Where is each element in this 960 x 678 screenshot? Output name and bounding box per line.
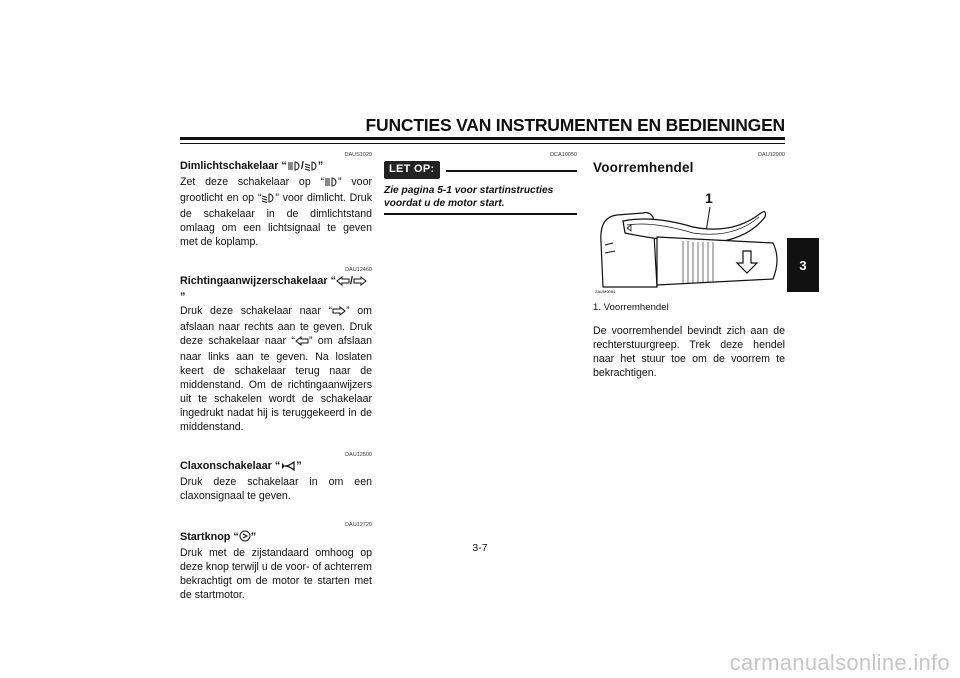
caution-end-rule <box>384 213 577 215</box>
arrow-right-icon <box>332 306 346 321</box>
chapter-tab[interactable]: 3 <box>787 238 819 292</box>
section-code: DAU12900 <box>758 152 785 158</box>
heading-close-quote: ” <box>250 531 257 544</box>
arrow-left-icon <box>295 336 309 351</box>
watermark[interactable]: carmanualsonline.info <box>729 650 950 675</box>
section-code: DAUS1020 <box>344 152 372 158</box>
low-beam-icon <box>261 193 275 208</box>
section-body <box>180 176 372 250</box>
body-text-part: ” voor grootlicht en op “ <box>180 175 372 204</box>
body-text-part: ” om afslaan naar rechts aan te geven. Druk deze schakelaar naar “ <box>180 305 372 348</box>
page-header-title: FUNCTIES VAN INSTRUMENTEN EN BEDIENINGEN <box>365 115 785 135</box>
horn-switch-section <box>180 452 372 504</box>
middle-column <box>384 152 577 215</box>
section-code: DCA10050 <box>550 152 577 158</box>
page-number: 3-7 <box>472 542 488 554</box>
section-body: De voorremhendel bevindt zich aan de rechterstuurgreep. Trek deze hendel naar het stuur toe om de voorrem te bekrachtigen. <box>593 324 785 379</box>
section-code: DAU12720 <box>345 522 372 529</box>
heading-text: Dimlichtschakelaar “ <box>180 160 287 172</box>
heading-close-quote: ” <box>180 291 186 304</box>
section-code: DAU12460 <box>345 267 372 274</box>
start-icon <box>239 530 251 547</box>
turn-signal-section <box>180 267 372 434</box>
section-heading <box>180 530 372 547</box>
low-beam-icon <box>304 161 318 176</box>
caution-text: Zie pagina 5-1 voor startinstructies voordat u de motor start. <box>384 185 554 209</box>
figure-id: ZAUM0084 <box>595 288 616 294</box>
caution-header <box>384 161 577 179</box>
caution-label: LET OP: <box>384 161 440 179</box>
body-text-part: Druk deze schakelaar naar “ <box>180 305 333 318</box>
body-text-part: ” voor dimlicht. Druk de schakelaar in de dimlichtstand omlaag om een lichtsignaal te geven met de koplamp. <box>180 191 372 248</box>
brake-lever-figure <box>593 187 785 295</box>
header-rule-thin <box>180 143 785 144</box>
section-heading: Richtingaanwijzerschakelaar “ /” <box>180 275 372 305</box>
heading-text: Startknop “ <box>180 531 239 544</box>
heading-close-quote: ” <box>317 160 324 172</box>
section-title: Voorremhendel <box>593 160 694 175</box>
left-column <box>180 152 372 621</box>
right-column <box>593 152 785 380</box>
dimmer-switch-section <box>180 152 372 249</box>
heading-text: Claxonschakelaar “ <box>180 460 281 473</box>
section-body: Druk met de zijstandaard omhoog op deze knop terwijl u de voor- of achterrem bekrachtigt om de motor te starten met de startmotor. <box>180 547 372 601</box>
caution-rule <box>446 170 577 172</box>
heading-text: Richtingaanwijzerschakelaar “ <box>180 275 337 288</box>
section-code: DAU12500 <box>345 452 372 459</box>
callout-number: 1 <box>705 189 713 206</box>
section-body <box>180 305 372 434</box>
section-body: Druk deze schakelaar in om een claxonsignaal te geven. <box>180 476 372 503</box>
figure-caption: 1. Voorremhendel <box>593 301 669 313</box>
brake-lever-illustration <box>593 187 785 295</box>
horn-icon <box>280 461 296 476</box>
section-heading <box>180 460 372 476</box>
high-beam-icon <box>324 177 338 192</box>
header-rule <box>180 137 785 140</box>
body-text-part: ” om afslaan naar links aan te geven. Na loslaten keert de schakelaar terug naar de middenstand. Om de richtingaanwijzers uit te schakelen wordt de schakelaar ingedrukt nadat hij is teruggekeerd in de middenstand. <box>180 335 373 433</box>
high-beam-icon <box>287 161 301 176</box>
body-text-part: Zet deze schakelaar op “ <box>180 175 325 188</box>
heading-close-quote: ” <box>296 460 302 473</box>
arrow-right-icon <box>353 276 367 291</box>
section-heading: Dimlichtschakelaar “ / ” <box>180 160 372 176</box>
arrow-left-icon <box>336 276 350 291</box>
start-button-section <box>180 522 372 603</box>
